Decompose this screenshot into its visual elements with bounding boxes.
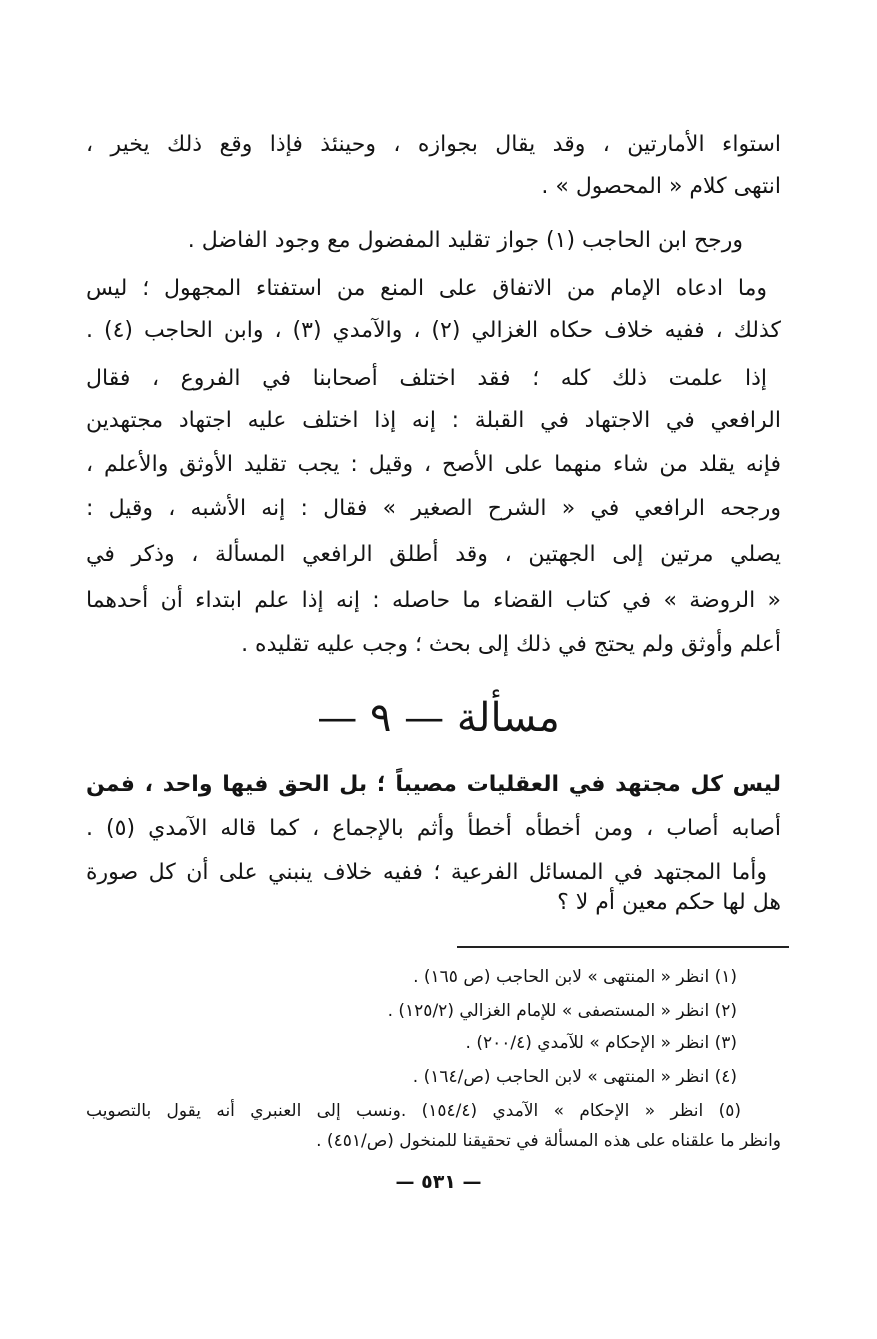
body-line: انتهى كلام « المحصول » .: [541, 174, 781, 199]
section-line: وأما المجتهد في المسائل الفرعية ؛ ففيه خلاف ينبني على أن كل صورة: [86, 860, 767, 885]
body-line: فإنه يقلد من شاء منهما على الأصح ، وقيل : يجب تقليد الأوثق والأعلم ،: [86, 452, 781, 477]
body-line: وما ادعاه الإمام من الاتفاق على المنع من استفتاء المجهول ؛ ليس: [86, 276, 767, 301]
footnote: (١) انظر « المنتهى » لابن الحاجب (ص ١٦٥) .: [413, 967, 737, 987]
body-line: ورجح ابن الحاجب (١) جواز تقليد المفضول مع وجود الفاضل .: [187, 228, 743, 253]
body-line: إذا علمت ذلك كله ؛ فقد اختلف أصحابنا في الفروع ، فقال: [86, 366, 767, 391]
section-line: هل لها حكم معين أم لا ؟: [557, 890, 781, 915]
body-line: كذلك ، ففيه خلاف حكاه الغزالي (٢) ، والآمدي (٣) ، وابن الحاجب (٤) .: [86, 318, 781, 343]
body-line: يصلي مرتين إلى الجهتين ، وقد أطلق الرافعي المسألة ، وذكر في: [86, 542, 781, 567]
body-line: أعلم وأوثق ولم يحتج في ذلك إلى بحث ؛ وجب عليه تقليده .: [241, 632, 781, 657]
body-line: الرافعي في الاجتهاد في القبلة : إنه إذا اختلف عليه اجتهاد مجتهدين: [86, 408, 781, 433]
footnote: (٣) انظر « الإحكام » للآمدي (٢٠٠/٤) .: [465, 1033, 737, 1053]
footnote: (٤) انظر « المنتهى » لابن الحاجب (ص/١٦٤) .: [412, 1067, 737, 1087]
section-line: أصابه أصاب ، ومن أخطأه أخطأ وأثم بالإجماع ، كما قاله الآمدي (٥) .: [86, 816, 781, 841]
footnote: (٢) انظر « المستصفى » للإمام الغزالي (١٢٥/٢) .: [387, 1001, 737, 1021]
footnote: (٥) انظر « الإحكام » الآمدي (١٥٤/٤) .ونسب إلى العنبري أنه يقول بالتصويب: [86, 1101, 741, 1121]
page-number: — ٥٣١ —: [395, 1171, 482, 1193]
footnote-continuation: وانظر ما علقناه على هذه المسألة في تحقيقنا للمنخول (ص/٤٥١) .: [316, 1131, 781, 1151]
section-line: ليس كل مجتهد في العقليات مصيباً ؛ بل الحق فيها واحد ، فمن: [86, 772, 781, 797]
body-line: « الروضة » في كتاب القضاء ما حاصله : إنه إذا علم ابتداء أن أحدهما: [86, 588, 781, 613]
section-heading: مسألة — ٩ —: [317, 695, 560, 741]
footnote-divider: [457, 946, 789, 948]
body-line: استواء الأمارتين ، وقد يقال بجوازه ، وحينئذ فإذا وقع ذلك يخير ،: [86, 132, 781, 157]
body-line: ورجحه الرافعي في « الشرح الصغير » فقال : إنه الأشبه ، وقيل :: [86, 496, 781, 521]
